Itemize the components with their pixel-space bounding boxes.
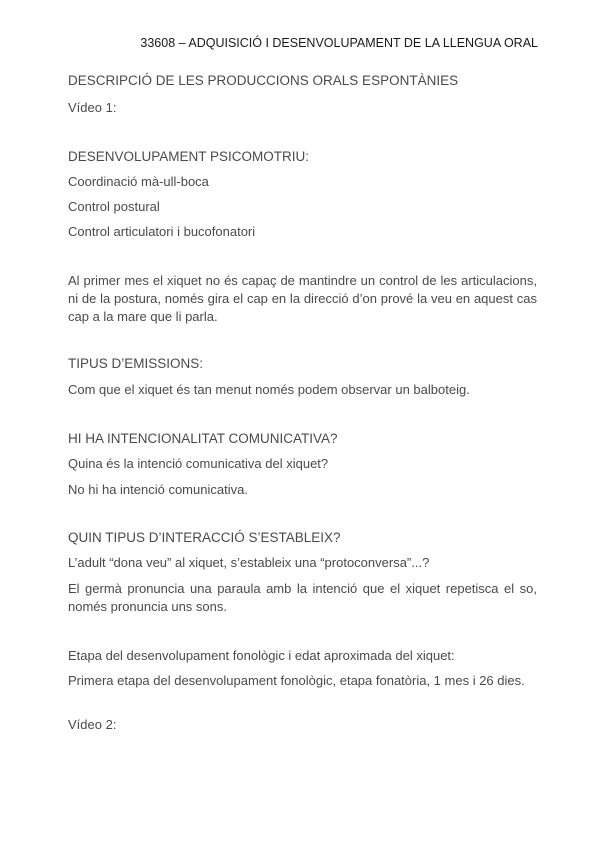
intencio-question: Quina és la intenció comunicativa del xiquet?	[68, 456, 329, 471]
section-title: DESCRIPCIÓ DE LES PRODUCCIONS ORALS ESPONTÀNIES	[68, 73, 459, 88]
interaccio-question: L’adult “dona veu” al xiquet, s’estableix una “protoconversa”...?	[68, 555, 430, 570]
interaccio-answer: El germà pronuncia una paraula amb la intenció que el xiquet repetisca el so, només pronuncia uns sons.	[68, 581, 537, 614]
psico-paragraph: Al primer mes el xiquet no és capaç de mantindre un control de les articulacions, ni de la postura, només gira el cap en la direcció d’on prové la veu en aquest cas cap a la mare que li parla.	[68, 273, 537, 324]
psico-item: Control articulatori i bucofonatori	[68, 224, 256, 239]
intencio-heading: HI HA INTENCIONALITAT COMUNICATIVA?	[68, 431, 338, 446]
psico-item: Coordinació mà-ull-boca	[68, 174, 209, 189]
emissions-heading: TIPUS D’EMISSIONS:	[68, 356, 204, 371]
emissions-text: Com que el xiquet és tan menut només podem observar un balboteig.	[68, 382, 470, 397]
etapa-answer: Primera etapa del desenvolupament fonològic, etapa fonatòria, 1 mes i 26 dies.	[68, 673, 525, 688]
interaccio-heading: QUIN TIPUS D’INTERACCIÓ S’ESTABLEIX?	[68, 530, 341, 545]
video2-label: Vídeo 2:	[68, 717, 117, 732]
psicomotriu-heading: DESENVOLUPAMENT PSICOMOTRIU:	[68, 149, 310, 164]
etapa-question: Etapa del desenvolupament fonològic i edat aproximada del xiquet:	[68, 648, 455, 663]
intencio-answer: No hi ha intenció comunicativa.	[68, 482, 248, 497]
page-header: 33608 – ADQUISICIÓ I DESENVOLUPAMENT DE LA LLENGUA ORAL	[140, 36, 538, 50]
psico-item: Control postural	[68, 199, 160, 214]
video1-label: Vídeo 1:	[68, 100, 117, 115]
